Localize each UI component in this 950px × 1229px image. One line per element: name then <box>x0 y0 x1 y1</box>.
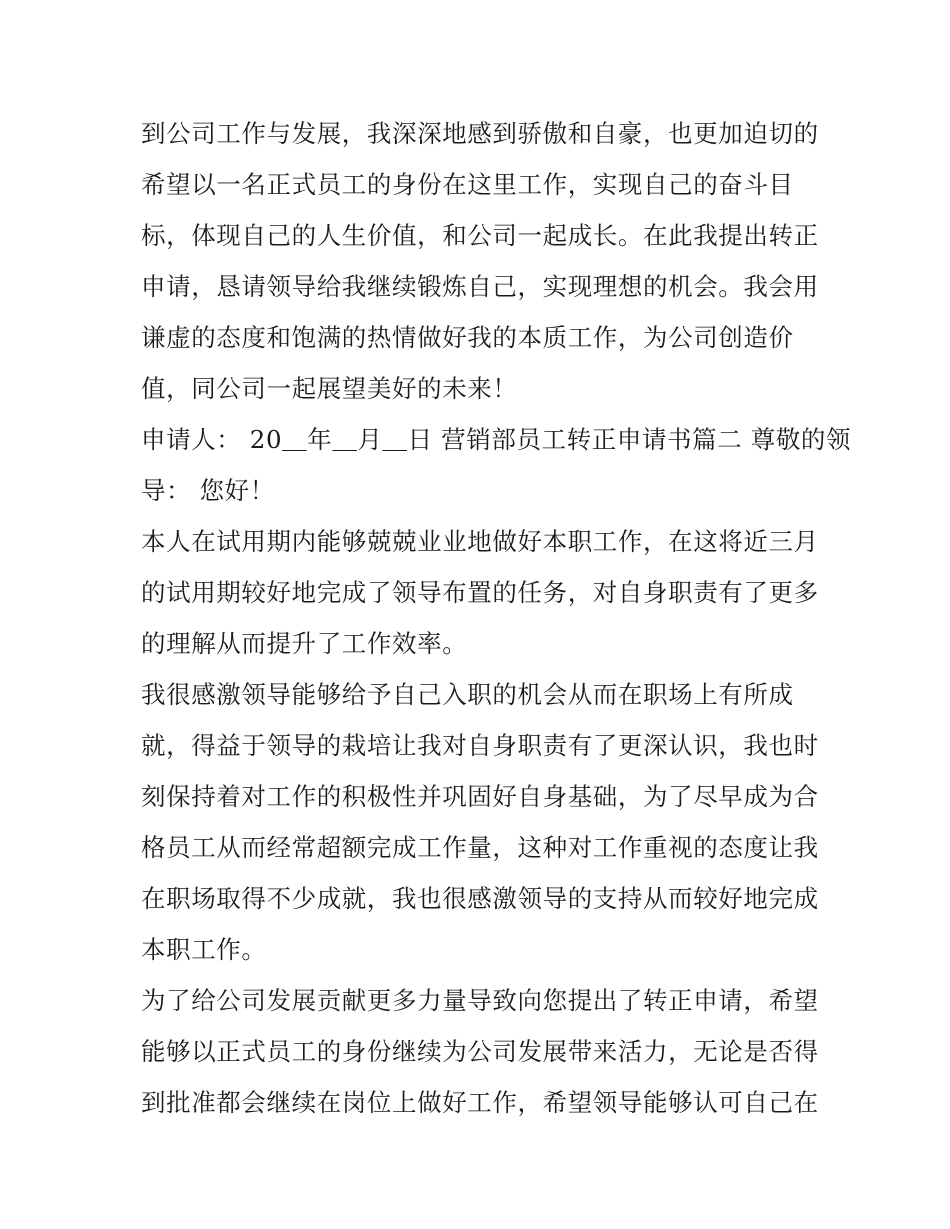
text-line: 格员工从而经常超额完成工作量，这种对工作重视的态度让我 <box>141 833 819 862</box>
document-body <box>141 108 852 1128</box>
text-line: 就，得益于领导的栽培让我对自身职责有了更深认识，我也时 <box>141 731 819 760</box>
text-line: 到公司工作与发展，我深深地感到骄傲和自豪，也更加迫切的 <box>141 119 819 148</box>
text-line: 本职工作。 <box>141 935 267 964</box>
text-line: 值，同公司一起展望美好的未来！ <box>141 374 518 403</box>
text-line: 的理解从而提升了工作效率。 <box>141 629 468 658</box>
text-line: 能够以正式员工的身份继续为公司发展带来活力，无论是否得 <box>141 1037 819 1066</box>
text-line: 的试用期较好地完成了领导布置的任务，对自身职责有了更多 <box>141 578 819 607</box>
text-line: 申请，恳请领导给我继续锻炼自己，实现理想的机会。我会用 <box>141 272 819 301</box>
text-line: 本人在试用期内能够兢兢业业地做好本职工作，在这将近三月 <box>141 527 819 556</box>
text-line: 希望以一名正式员工的身份在这里工作，实现自己的奋斗目 <box>141 170 794 199</box>
text-line: 为了给公司发展贡献更多力量导致向您提出了转正申请，希望 <box>141 986 819 1015</box>
text-line: 导： 您好！ <box>141 476 275 505</box>
text-line: 申请人： 20＿年＿月＿日 营销部员工转正申请书篇二 尊敬的领 <box>141 425 852 454</box>
text-line: 刻保持着对工作的积极性并巩固好自身基础，为了尽早成为合 <box>141 782 819 811</box>
text-line: 我很感激领导能够给予自己入职的机会从而在职场上有所成 <box>141 680 794 709</box>
text-line: 在职场取得不少成就，我也很感激领导的支持从而较好地完成 <box>141 884 819 913</box>
text-line: 到批准都会继续在岗位上做好工作，希望领导能够认可自己在 <box>141 1088 819 1117</box>
text-line: 谦虚的态度和饱满的热情做好我的本质工作，为公司创造价 <box>141 323 794 352</box>
text-line: 标，体现自己的人生价值，和公司一起成长。在此我提出转正 <box>141 221 819 250</box>
